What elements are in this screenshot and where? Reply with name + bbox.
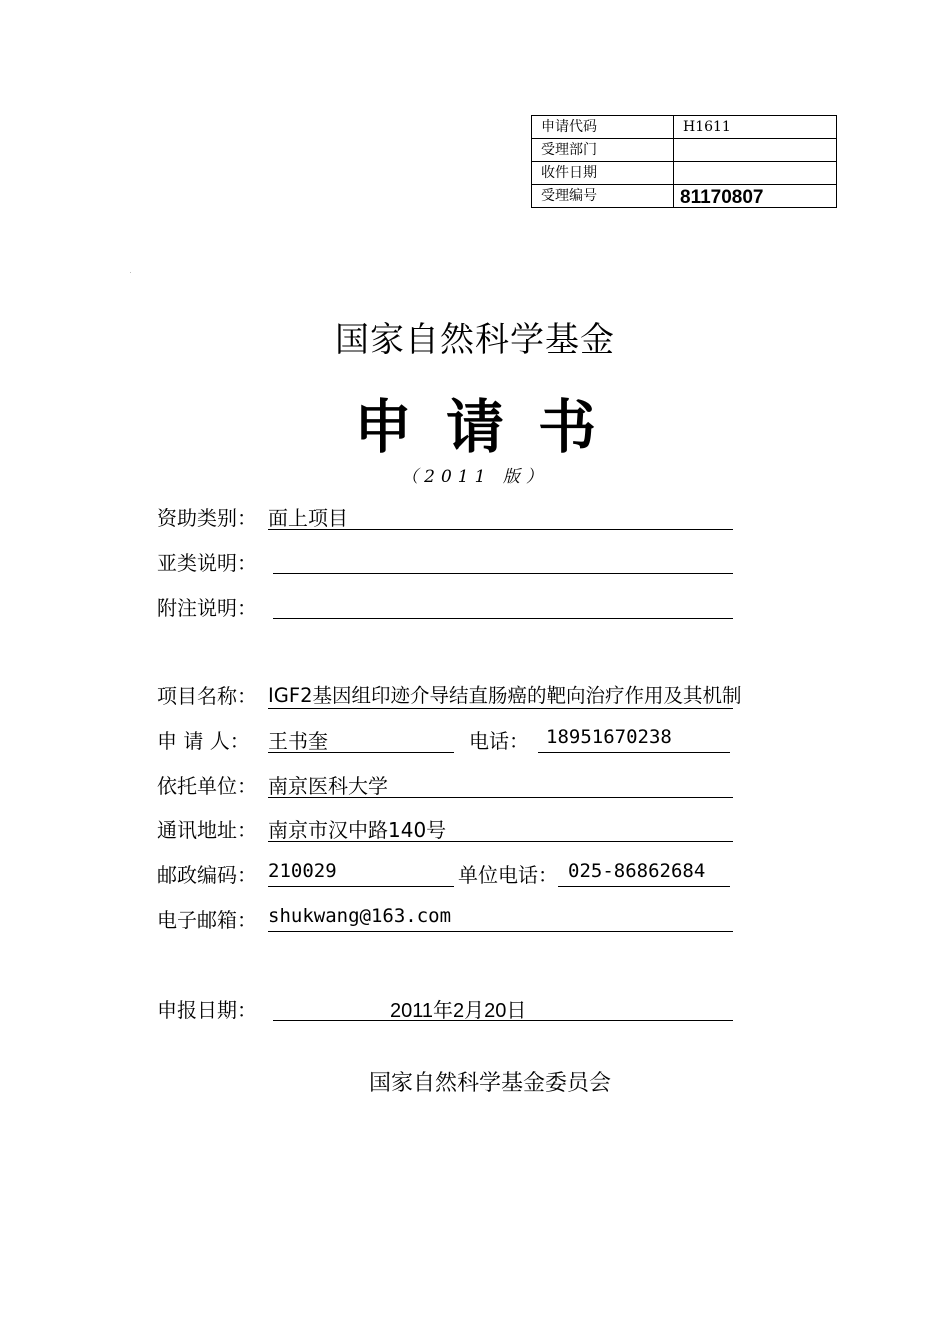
address-label: 通讯地址：	[157, 818, 257, 842]
table-row	[532, 116, 837, 139]
institution-value: 南京医科大学	[268, 774, 388, 798]
funding-category-value: 面上项目	[268, 506, 348, 530]
phone-value: 18951670238	[546, 726, 672, 748]
funding-category-label: 资助类别：	[157, 506, 257, 530]
postcode-label: 邮政编码：	[157, 863, 257, 887]
postcode-underline	[268, 886, 454, 887]
applicant-label: 申 请 人：	[157, 729, 250, 753]
subcategory-underline	[273, 573, 733, 574]
table-row	[532, 162, 837, 185]
note-underline	[273, 618, 733, 619]
department-label: 受理部门	[532, 139, 674, 162]
unit-phone-label: 单位电话：	[458, 863, 558, 887]
funding-category-underline	[268, 529, 733, 530]
submission-date-value: 2011年2月20日	[390, 1000, 527, 1022]
address-value: 南京市汉中路140号	[268, 818, 447, 842]
subcategory-label: 亚类说明：	[157, 551, 257, 575]
receipt-date-label: 收件日期	[532, 162, 674, 185]
applicant-underline	[268, 752, 454, 753]
table-row	[532, 185, 837, 208]
document-type-heading: 申请书	[353, 393, 630, 461]
edition-label: （2011 版）	[401, 467, 549, 487]
unit-phone-underline	[558, 886, 730, 887]
issuing-organization: 国家自然科学基金委员会	[368, 1071, 611, 1096]
email-value: shukwang@163.com	[268, 905, 452, 927]
unit-phone-value: 025-86862684	[568, 860, 706, 882]
phone-label: 电话：	[469, 729, 529, 753]
phone-underline	[538, 752, 730, 753]
application-info-table	[531, 115, 837, 208]
page-title: 国家自然科学基金	[335, 320, 615, 360]
project-name-underline	[268, 708, 733, 709]
institution-underline	[268, 797, 733, 798]
application-code-value: H1611	[674, 116, 837, 139]
department-value	[674, 139, 837, 162]
postcode-value: 210029	[268, 860, 337, 882]
email-underline	[268, 931, 733, 932]
receipt-date-value	[674, 162, 837, 185]
scan-speck	[130, 272, 131, 273]
email-label: 电子邮箱：	[157, 908, 257, 932]
application-code-label: 申请代码	[532, 116, 674, 139]
applicant-value: 王书奎	[268, 729, 328, 753]
table-row	[532, 139, 837, 162]
address-underline	[268, 841, 733, 842]
submission-date-label: 申报日期：	[157, 998, 257, 1022]
acceptance-number-value: 81170807	[674, 185, 837, 208]
project-name-label: 项目名称：	[157, 684, 257, 708]
note-label: 附注说明：	[157, 596, 257, 620]
project-name-value: IGF2基因组印迹介导结直肠癌的靶向治疗作用及其机制	[268, 684, 742, 707]
submission-date-underline	[273, 1020, 733, 1021]
institution-label: 依托单位：	[157, 774, 257, 798]
acceptance-number-label: 受理编号	[532, 185, 674, 208]
